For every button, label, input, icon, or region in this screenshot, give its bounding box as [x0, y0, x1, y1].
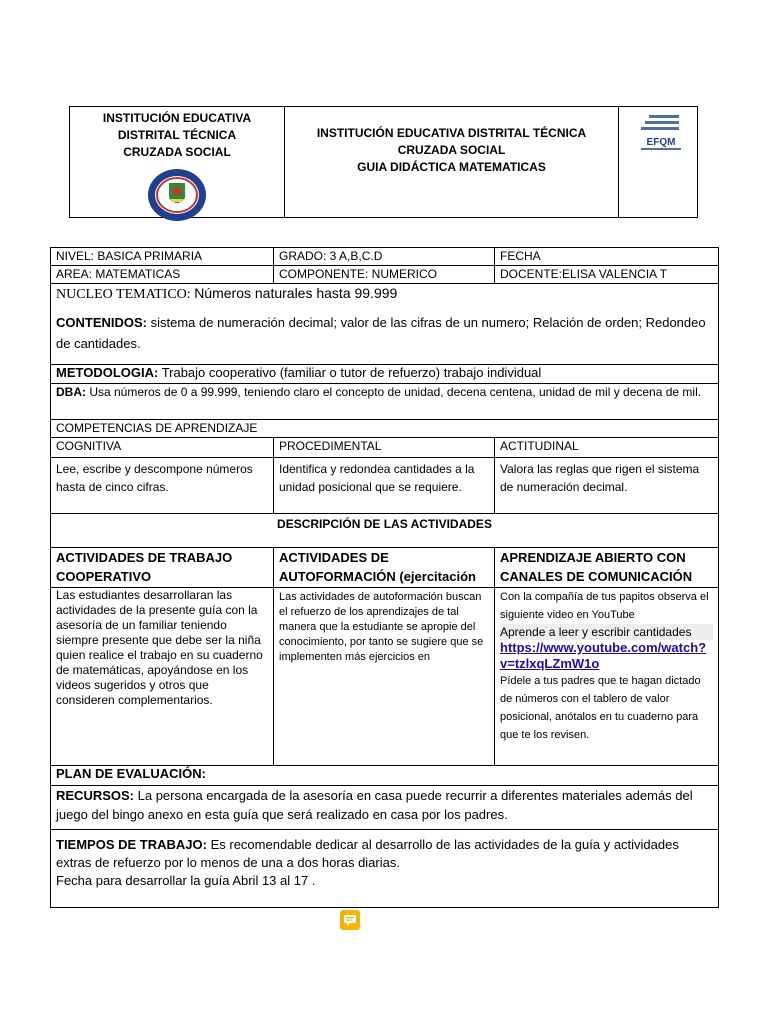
metodologia-label: METODOLOGIA:: [56, 365, 159, 380]
actividades-title: DESCRIPCIÓN DE LAS ACTIVIDADES: [51, 514, 719, 548]
aprendizaje-highlight: Aprende a leer y escribir cantidades: [500, 624, 713, 640]
dba-value: Usa números de 0 a 99.999, teniendo claro el concepto de unidad, decena centena, unidad de mil y decena de mil.: [86, 385, 702, 399]
school-seal-logo: [146, 167, 208, 223]
efqm-logo: [639, 113, 683, 153]
nucleo-tematico: [56, 284, 713, 304]
contenidos-value: sistema de numeración decimal; valor de las cifras de un numero; Relación de orden; Redondeo de cantidades.: [56, 315, 706, 351]
competencias-cell: COMPETENCIAS DE APRENDIZAJE: [51, 420, 719, 438]
tiempos-label: TIEMPOS DE TRABAJO:: [56, 837, 207, 852]
fecha-guia: Fecha para desarrollar la guía Abril 13 al 17 .: [56, 873, 316, 888]
header-left-line: DISTRITAL TÉCNICA: [117, 128, 237, 142]
header-left-cell: [70, 107, 285, 217]
actitudinal-value: Valora las reglas que rigen el sistema de numeración decimal.: [495, 458, 719, 514]
header-center-line: INSTITUCIÓN EDUCATIVA DISTRITAL TÉCNICA: [316, 126, 587, 140]
nivel-cell: NIVEL: BASICA PRIMARIA: [51, 248, 274, 266]
nucleo-contenidos-cell: [51, 284, 719, 365]
procedimental-value: Identifica y redondea cantidades a la unidad posicional que se requiere.: [274, 458, 495, 514]
efqm-label: EFQM: [646, 137, 676, 148]
procedimental-header: PROCEDIMENTAL: [274, 438, 495, 458]
cognitiva-value: Lee, escribe y descompone números hasta de cinco cifras.: [51, 458, 274, 514]
cooperativo-header: ACTIVIDADES DE TRABAJO COOPERATIVO: [51, 548, 274, 588]
dba-cell: [51, 384, 719, 420]
header-center-line: CRUZADA SOCIAL: [397, 143, 506, 157]
area-cell: AREA: MATEMATICAS: [51, 266, 274, 284]
header-right-cell: [619, 107, 697, 217]
header-left-line: CRUZADA SOCIAL: [123, 145, 231, 159]
autoformacion-header: ACTIVIDADES DE AUTOFORMACIÓN (ejercitación: [274, 548, 495, 588]
docente-cell: DOCENTE:ELISA VALENCIA T: [495, 266, 719, 284]
autoformacion-text: Las actividades de autoformación buscan el refuerzo de los aprendizajes de tal manera que la estudiante se apropie del conocimiento, por tanto se sugiere que se implementen más ejercicios en: [274, 588, 495, 766]
tiempos-value: Es recomendable dedicar al desarrollo de las actividades de la guía y actividades extras de refuerzo por lo menos de una a dos horas diarias.: [56, 837, 679, 870]
nucleo-value: Números naturales hasta 99.999: [194, 285, 398, 301]
metodologia-cell: [51, 365, 719, 384]
nucleo-label: NUCLEO TEMATICO:: [56, 287, 195, 302]
recursos-value: La persona encargada de la asesoría en casa puede recurrir a diferentes materiales además del juego del bingo anexo en esta guía que será realizado en casa por los padres.: [56, 788, 693, 822]
header-table: [69, 106, 698, 218]
recursos-label: RECURSOS:: [56, 788, 135, 803]
contenidos: [56, 312, 713, 354]
header-center-cell: [285, 107, 619, 217]
comment-glyph-icon: [340, 910, 360, 930]
aprendizaje-header: APRENDIZAJE ABIERTO CON CANALES DE COMUNICACIÓN: [495, 548, 719, 588]
aprendizaje-intro: Con la compañía de tus papitos observa el siguiente video en YouTube: [500, 591, 709, 621]
contenidos-label: CONTENIDOS:: [56, 315, 147, 330]
dba-label: DBA:: [56, 385, 86, 399]
comment-icon[interactable]: [340, 910, 360, 930]
cooperativo-text: Las estudiantes desarrollaran las actividades de la presente guía con la asesoría de un familiar teniendo siempre presente que debe ser la niña quien realice el trabajo en su cuaderno de matemáticas, apoyándose en los videos sugeridos y otros que consideren complementarios.: [51, 588, 274, 766]
youtube-link[interactable]: https://www.youtube.com/watch?v=tzlxqLZmW1o: [500, 640, 707, 671]
header-left-line: INSTITUCIÓN EDUCATIVA: [102, 111, 252, 125]
header-center-line: GUIA DIDÁCTICA MATEMATICAS: [357, 160, 546, 174]
fecha-cell: FECHA: [495, 248, 719, 266]
plan-evaluacion: PLAN DE EVALUACIÓN:: [51, 766, 719, 786]
grado-cell: GRADO: 3 A,B,C.D: [274, 248, 495, 266]
recursos-cell: [51, 786, 719, 830]
actitudinal-header: ACTITUDINAL: [495, 438, 719, 458]
cognitiva-header: COGNITIVA: [51, 438, 274, 458]
tiempos-cell: [51, 830, 719, 908]
componente-cell: COMPONENTE: NUMERICO: [274, 266, 495, 284]
aprendizaje-cell: [495, 588, 719, 766]
guide-table: [50, 247, 719, 908]
aprendizaje-outro: Pídele a tus padres que te hagan dictado de números con el tablero de valor posicional, anótalos en tu cuaderno para que te los revisen.: [500, 675, 701, 741]
tiempos-text: [56, 836, 713, 872]
metodologia-value: Trabajo cooperativo (familiar o tutor de refuerzo) trabajo individual: [158, 365, 542, 380]
